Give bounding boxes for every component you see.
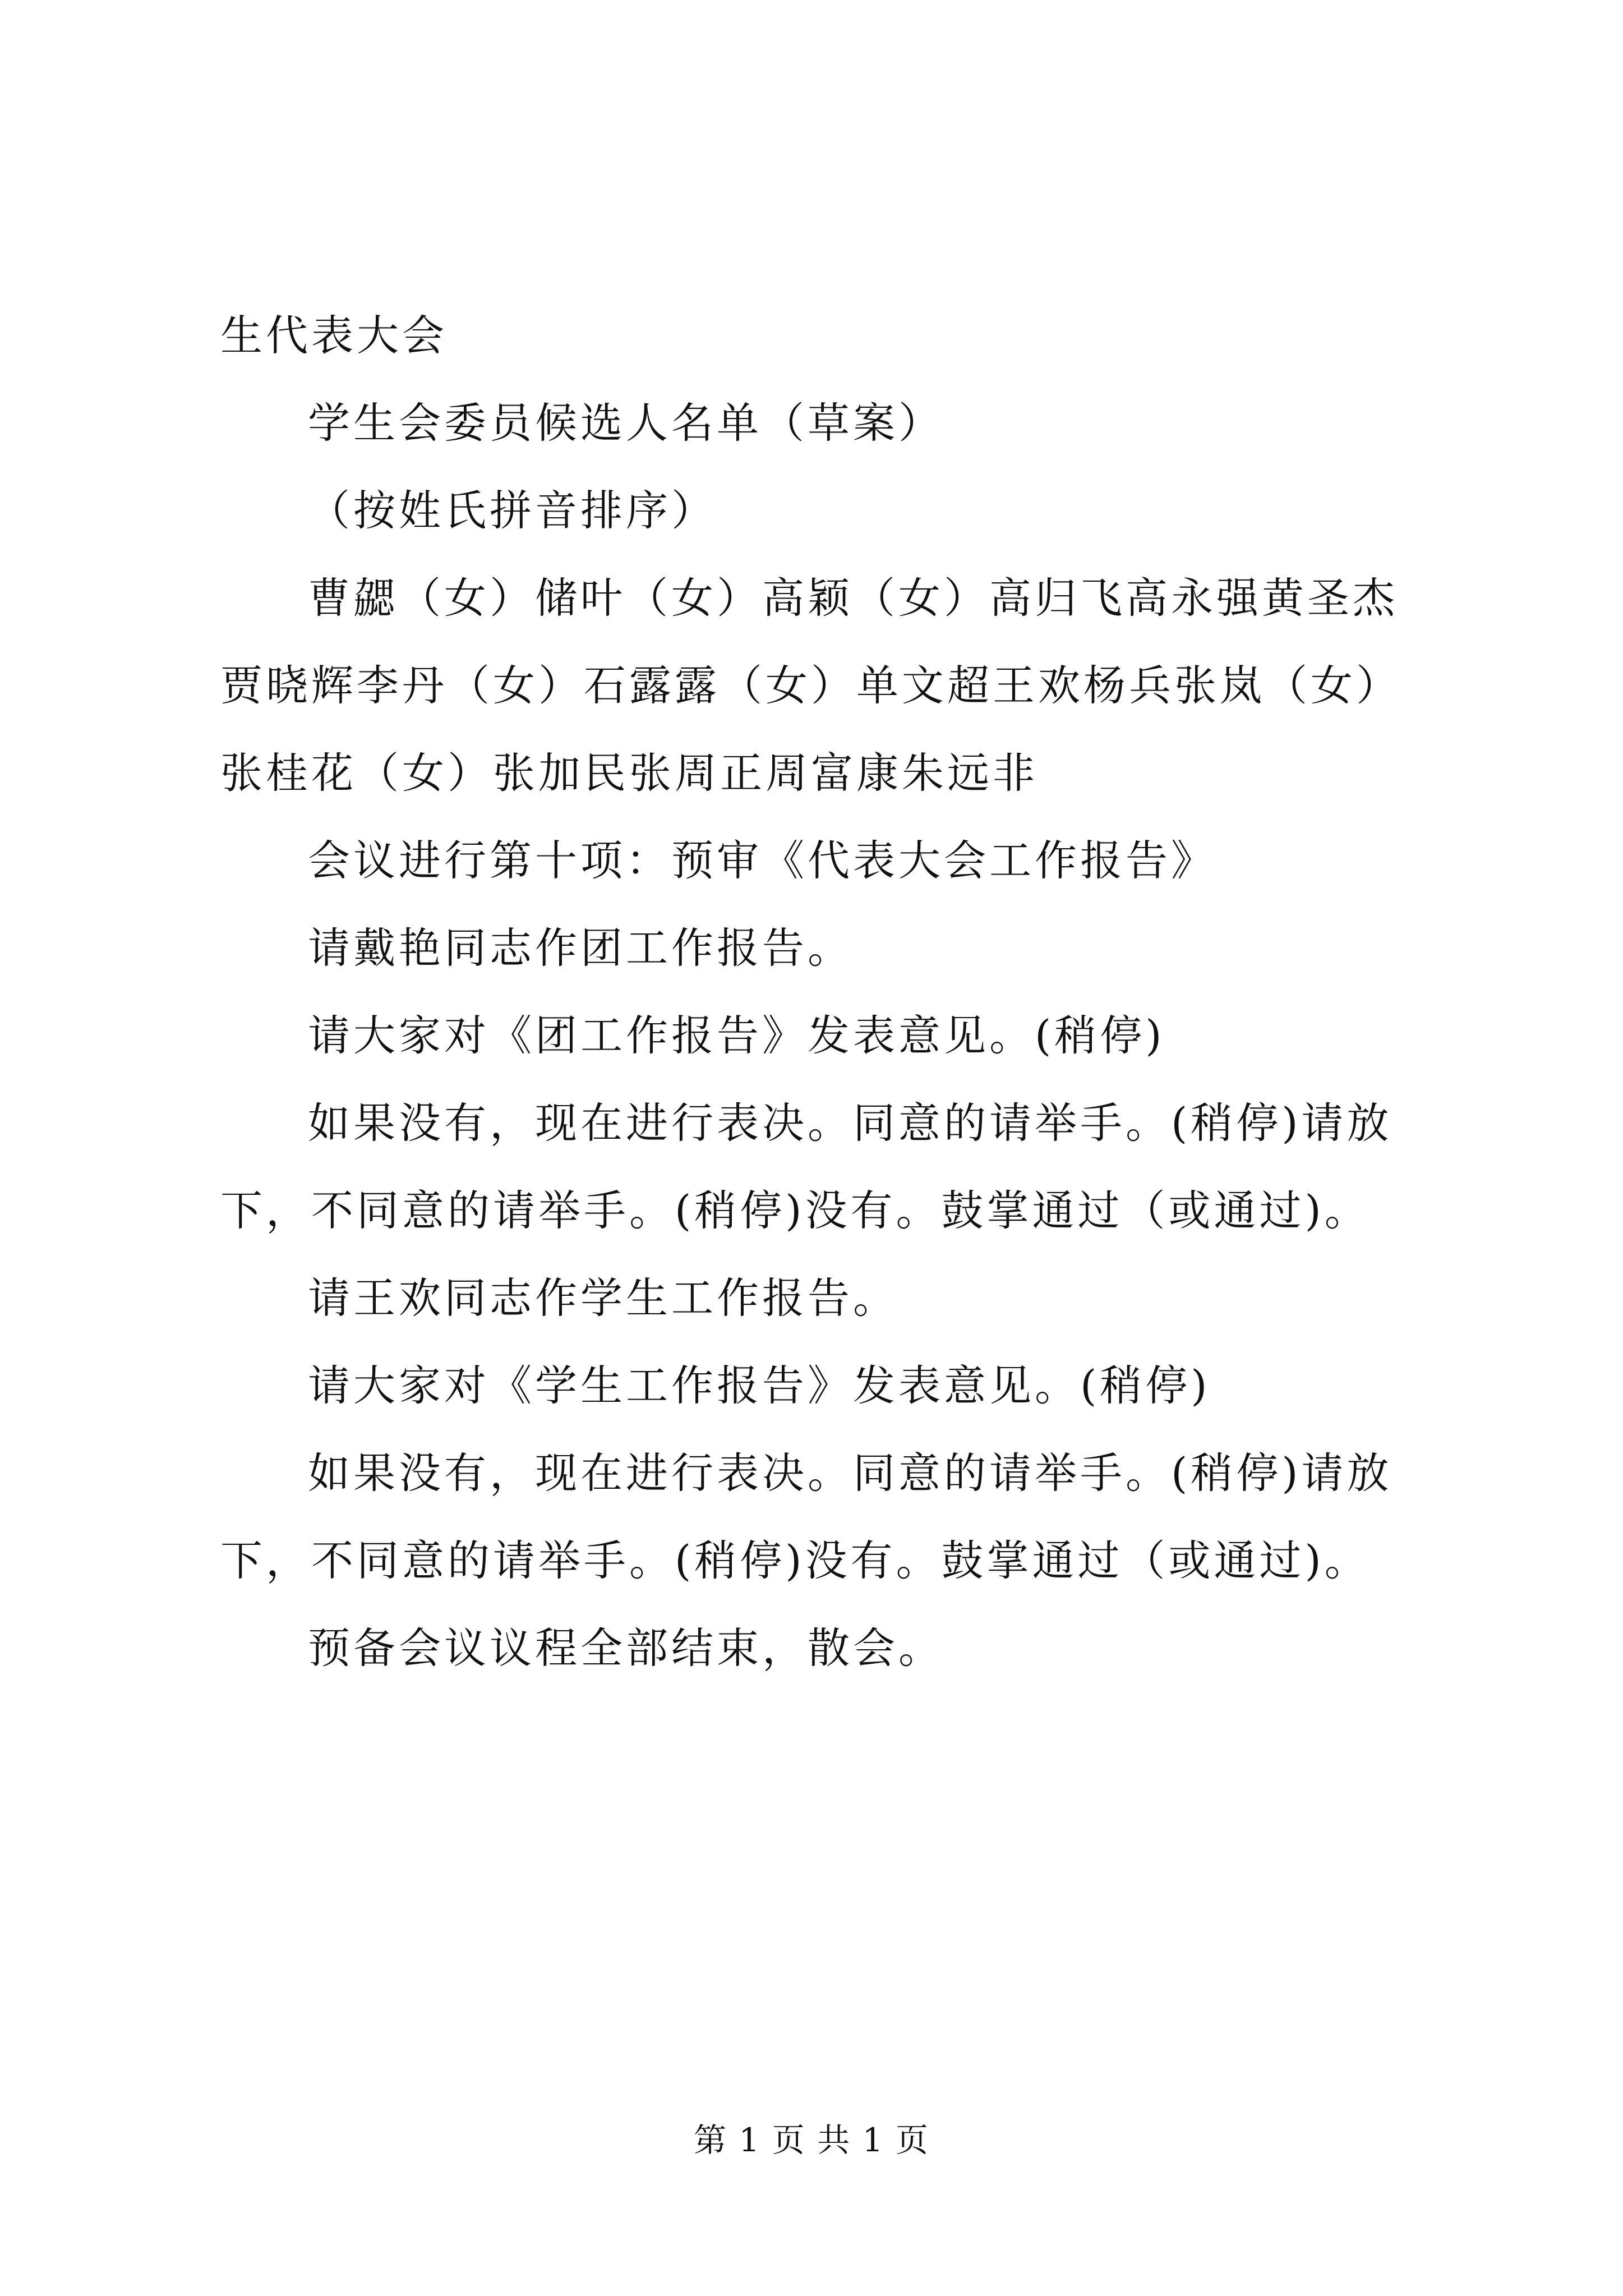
paragraph-heading-fragment: 生代表大会 (220, 311, 448, 360)
paragraph-candidate-names: 曹勰（女）储叶（女）高颖（女）高归飞高永强黄圣杰贾晓辉李丹（女）石露露（女）单文超王欢杨兵张岚（女）张桂花（女）张加民张周正周富康朱远非 (220, 573, 1402, 798)
paragraph-candidate-list-title: 学生会委员候选人名单（草案） (308, 398, 944, 448)
document-body (220, 292, 1426, 1692)
paragraph-agenda-item-ten: 会议进行第十项：预审《代表大会工作报告》 (308, 836, 1217, 885)
paragraph-league-report-vote: 如果没有，现在进行表决。同意的请举手。(稍停)请放下，不同意的请举手。(稍停)没有。鼓掌通过（或通过)。 (220, 1098, 1393, 1235)
page-number-footer: 第 1 页 共 1 页 (694, 2121, 929, 2159)
paragraph-student-report-vote: 如果没有，现在进行表决。同意的请举手。(稍停)请放下，不同意的请举手。(稍停)没有。鼓掌通过（或通过)。 (220, 1448, 1393, 1585)
paragraph-meeting-adjourned: 预备会议议程全部结束，散会。 (308, 1623, 944, 1673)
paragraph-league-report-opinions: 请大家对《团工作报告》发表意见。(稍停) (308, 1011, 1165, 1060)
paragraph-sort-note: （按姓氏拼音排序） (308, 486, 717, 535)
paragraph-student-report-request: 请王欢同志作学生工作报告。 (308, 1273, 899, 1323)
paragraph-league-report-request: 请戴艳同志作团工作报告。 (308, 923, 854, 973)
paragraph-student-report-opinions: 请大家对《学生工作报告》发表意见。(稍停) (308, 1361, 1211, 1410)
